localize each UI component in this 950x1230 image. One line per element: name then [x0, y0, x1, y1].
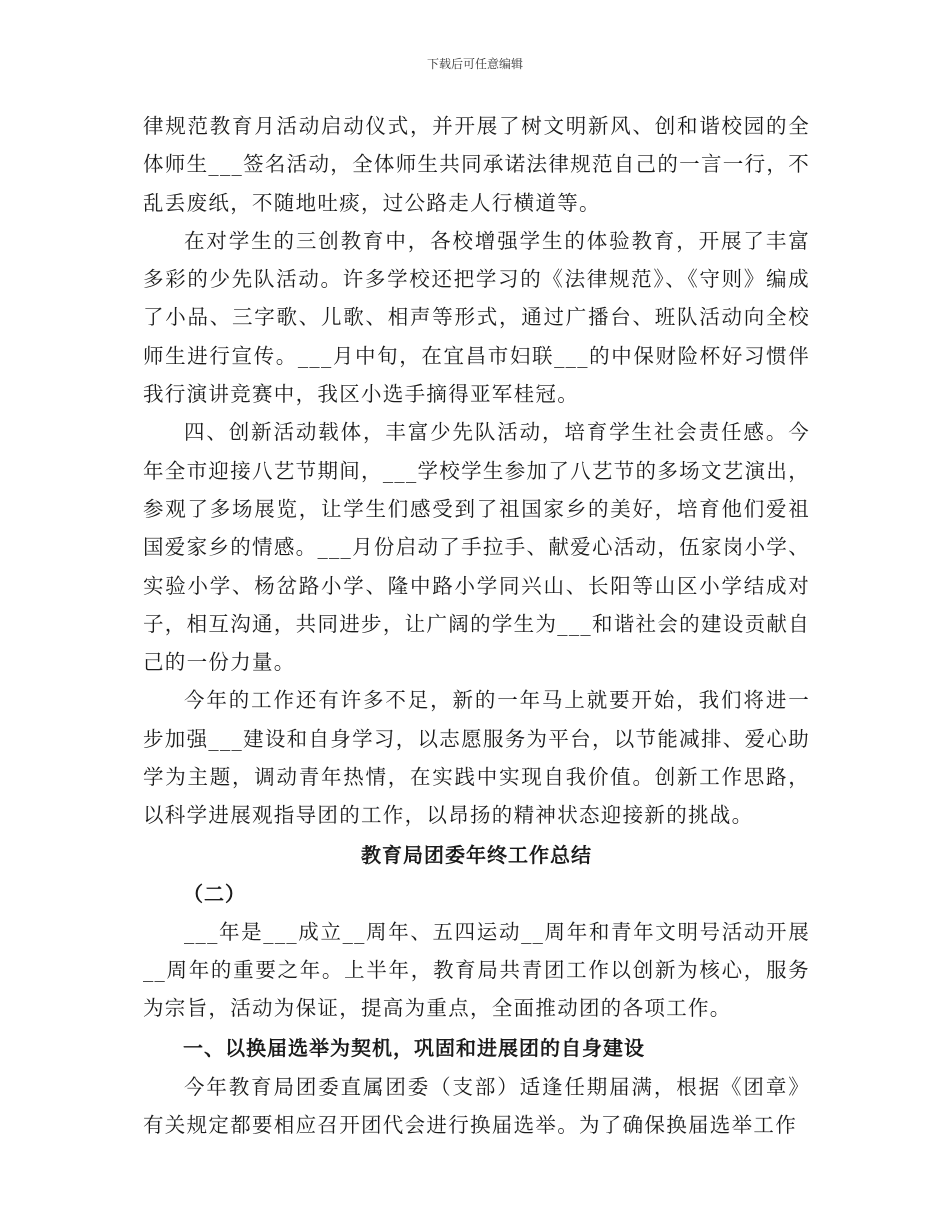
paragraph-introduction: ___年是___成立__周年、五四运动__周年和青年文明号活动开展__周年的重要之年。上半年，教育局共青团工作以创新为核心，服务为宗旨，活动为保证，提高为重点，全面推动团的各项工作。: [143, 919, 810, 1021]
paragraph-election: 今年教育局团委直属团委（支部）适逢任期届满，根据《团章》有关规定都要相应召开团代会进行换届选举。为了确保换届选举工作: [143, 1074, 810, 1137]
section-heading-1: 一、以换届选举为契机，巩固和进展团的自身建设: [183, 1035, 645, 1060]
paragraph-innovation-activities: 四、创新活动载体，丰富少先队活动，培育学生社会责任感。今年全市迎接八艺节期间，___学校学生参加了八艺节的多场文艺演出，参观了多场展览，让学生们感受到了祖国家乡的美好，培育他们爱祖国爱家乡的情感。___月份启动了手拉手、献爱心活动，伍家岗小学、实验小学、杨岔路小学、隆中路小学同兴山、长阳等山区小学结成对子，相互沟通，共同进步，让广阔的学生为___和谐社会的建设贡献自己的一份力量。: [143, 420, 810, 675]
document-subtitle: （二）: [183, 881, 246, 906]
page-header-note: 下载后可任意编辑: [426, 57, 523, 71]
paragraph-continuation: 律规范教育月活动启动仪式，并开展了树文明新风、创和谐校园的全体师生___签名活动，全体师生共同承诺法律规范自己的一言一行，不乱丢废纸，不随地吐痰，过公路走人行横道等。: [143, 114, 810, 215]
paragraph-three-creation-education: 在对学生的三创教育中，各校增强学生的体验教育，开展了丰富多彩的少先队活动。许多学校还把学习的《法律规范》、《守则》编成了小品、三字歌、儿歌、相声等形式，通过广播台、班队活动向全校师生进行宣传。___月中旬，在宜昌市妇联___的中保财险杯好习惯伴我行演讲竞赛中，我区小选手摘得亚军桂冠。: [143, 228, 810, 407]
document-body: [143, 107, 810, 1144]
document-title: 教育局团委年终工作总结: [361, 842, 592, 867]
paragraph-shortcomings-outlook: 今年的工作还有许多不足，新的一年马上就要开始，我们将进一步加强___建设和自身学习，以志愿服务为平台，以节能减排、爱心助学为主题，调动青年热情，在实践中实现自我价值。创新工作思路，以科学进展观指导团的工作，以昂扬的精神状态迎接新的挑战。: [143, 688, 810, 828]
